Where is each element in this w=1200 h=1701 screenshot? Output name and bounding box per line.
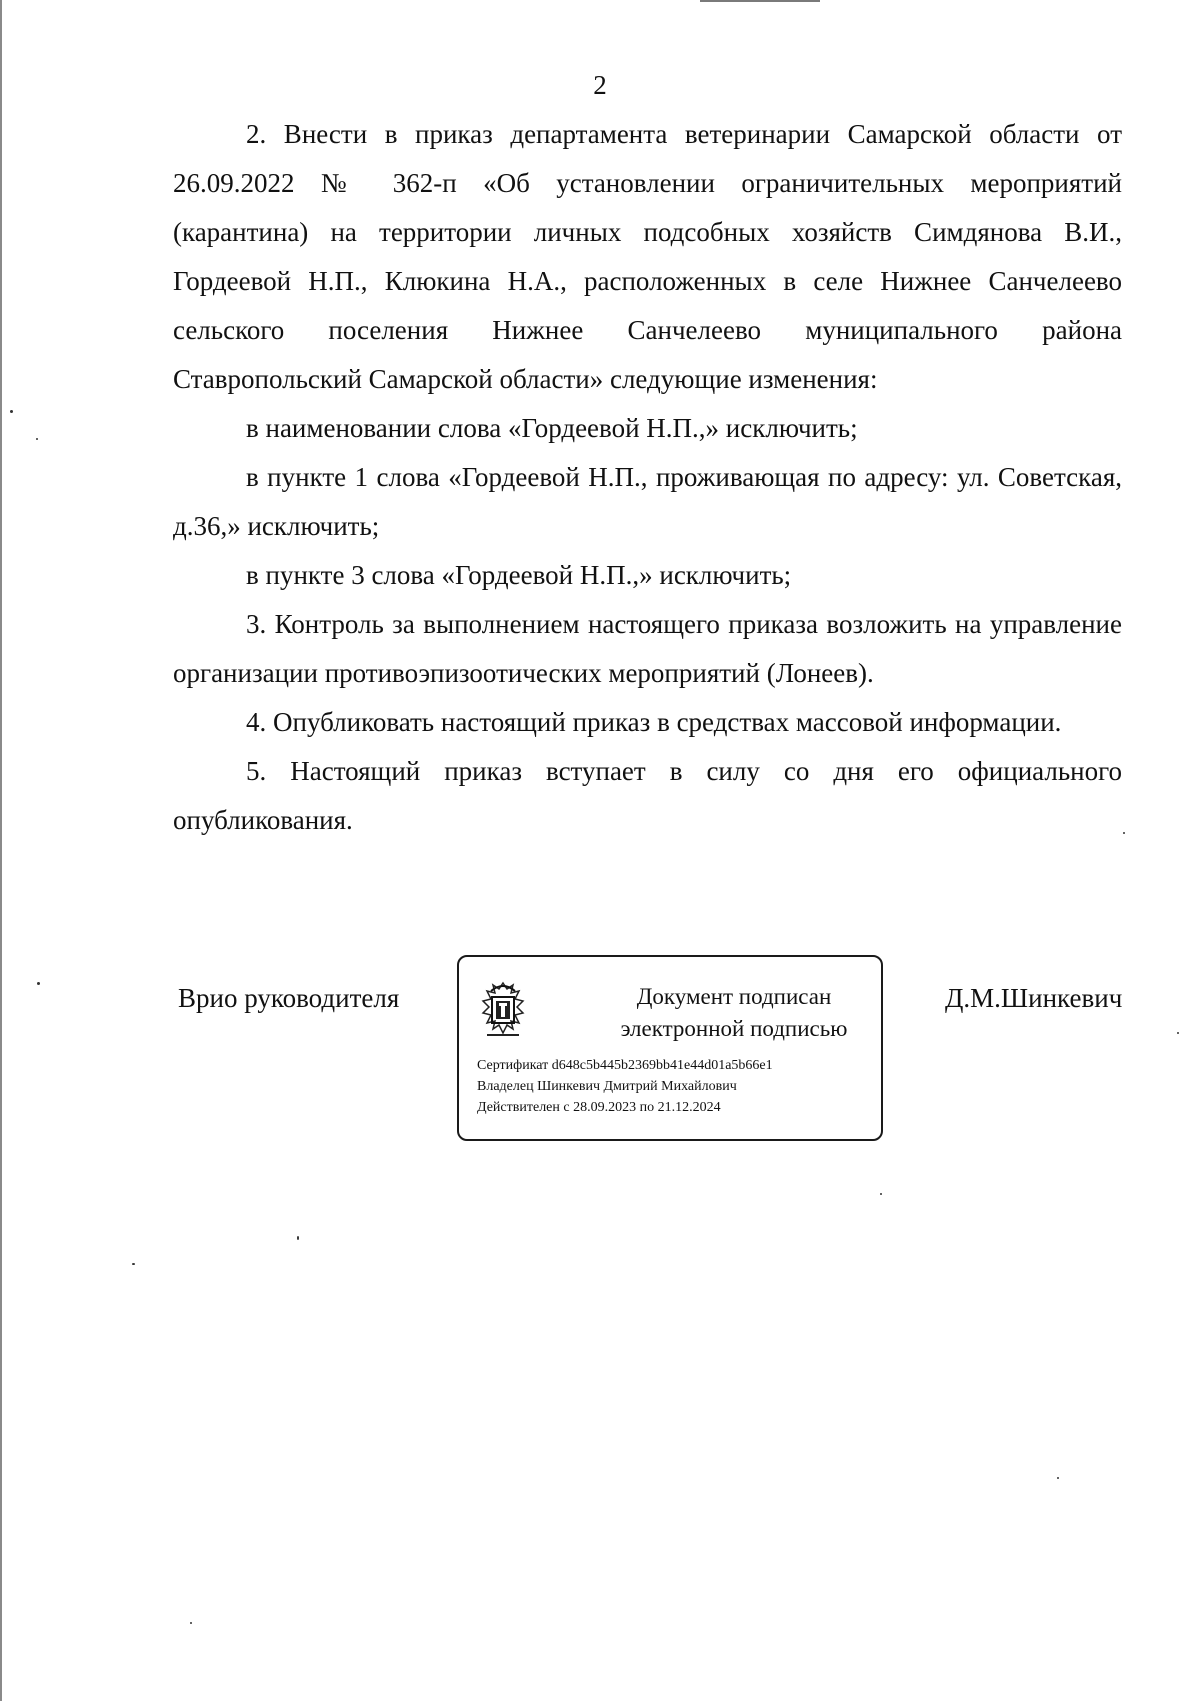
scan-speck <box>36 438 38 440</box>
scan-speck <box>190 1622 192 1624</box>
paragraph-amendment: 2. Внести в приказ департамента ветеринарии Самарской области от 26.09.2022 № 362-п «Об установлении ограничительных мероприятий (карантина) на территории личных подсобных хозяйств Симдянова В.И., Гордеевой Н.П., Клюкина Н.А., расположенных в селе Нижнее Санчелеево сельского поселения Нижнее Санчелеево муниципального района Ставропольский Самарской области» следующие изменения: <box>173 119 1122 394</box>
scan-speck <box>10 410 13 413</box>
stamp-certificate: Сертификат d648c5b445b2369bb41e44d01a5b66e1 <box>477 1058 773 1073</box>
coat-of-arms-icon <box>477 979 529 1041</box>
scan-speck <box>880 1193 882 1195</box>
paragraph-publish: 4. Опубликовать настоящий приказ в средствах массовой информации. <box>246 707 1062 737</box>
electronic-signature-stamp <box>457 955 883 1141</box>
paragraph-effective: 5. Настоящий приказ вступает в силу со дня его официального опубликования. <box>173 756 1122 835</box>
stamp-title <box>589 981 879 1045</box>
signature-block <box>0 955 1200 1145</box>
scan-edge-left <box>0 0 2 1701</box>
page-number: 2 <box>593 70 607 100</box>
document-body <box>173 110 1122 845</box>
paragraph-point-1-change: в пункте 1 слова «Гордеевой Н.П., проживающая по адресу: ул. Советская, д.36,» исключить; <box>173 462 1122 541</box>
stamp-details <box>477 1055 773 1118</box>
stamp-title-line-2: электронной подписью <box>620 1016 848 1041</box>
scan-speck <box>297 1236 299 1240</box>
stamp-owner: Владелец Шинкевич Дмитрий Михайлович <box>477 1079 737 1094</box>
paragraph-control: 3. Контроль за выполнением настоящего приказа возложить на управление организации противоэпизоотических мероприятий (Лонеев). <box>173 609 1122 688</box>
stamp-title-line-1: Документ подписан <box>636 984 832 1009</box>
scan-speck <box>1123 832 1125 834</box>
signatory-name: Д.М.Шинкевич <box>945 983 1123 1013</box>
paragraph-title-change: в наименовании слова «Гордеевой Н.П.,» исключить; <box>246 413 858 443</box>
paragraph-point-3-change: в пункте 3 слова «Гордеевой Н.П.,» исключить; <box>246 560 792 590</box>
scan-edge-top <box>700 0 820 2</box>
stamp-validity: Действителен с 28.09.2023 по 21.12.2024 <box>477 1100 721 1115</box>
scan-speck <box>1057 1477 1059 1479</box>
scan-speck <box>132 1263 135 1265</box>
signatory-role: Врио руководителя <box>178 983 400 1013</box>
